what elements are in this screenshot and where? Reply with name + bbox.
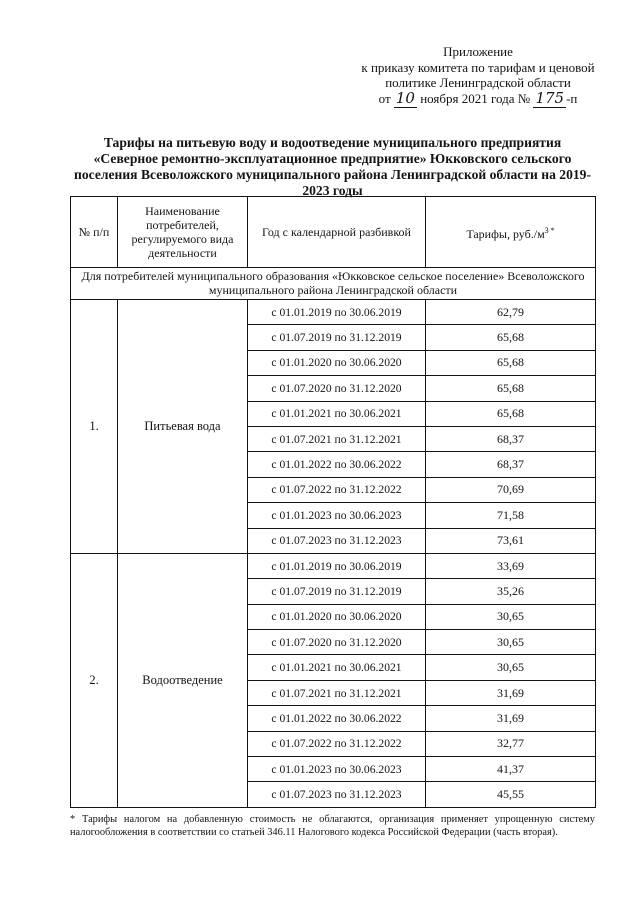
header-consumers: Наименование потребителей, регулируемого вида деятельности [118,197,248,268]
appendix-line-2: к приказу комитета по тарифам и ценовой [361,59,595,75]
period-cell: с 01.07.2020 по 31.12.2020 [248,376,426,401]
appendix-middle: ноября 2021 года № [420,90,531,106]
tariff-value-cell: 31,69 [426,706,596,731]
service-name: Питьевая вода [118,300,248,554]
tariff-value-cell: 65,68 [426,376,596,401]
tariff-value-cell: 73,61 [426,528,596,553]
period-cell: с 01.01.2019 по 30.06.2019 [248,300,426,325]
tariff-value-cell: 65,68 [426,325,596,350]
tariff-value-cell: 30,65 [426,604,596,629]
period-cell: с 01.07.2021 по 31.12.2021 [248,680,426,705]
tariff-value-cell: 41,37 [426,757,596,782]
tariff-value-cell: 65,68 [426,350,596,375]
tariff-value-cell: 62,79 [426,300,596,325]
table-row [71,300,596,325]
appendix-prefix: от [378,90,391,106]
tariff-value-cell: 33,69 [426,553,596,578]
period-cell: с 01.01.2021 по 30.06.2021 [248,655,426,680]
table-row [71,553,596,578]
appendix-line-3: политике Ленинградской области [385,75,571,90]
tariff-value-cell: 65,68 [426,401,596,426]
document-title: Тарифы на питьевую воду и водоотведение муниципального предприятия «Северное ремонтно-эксплуатационное предприятие» Юкковского сельского поселения Всеволожского муниципального района Ленинградской области на 2019-2023 годы [74,135,591,198]
tariff-value-cell: 68,37 [426,426,596,451]
footnote: * Тарифы налогом на добавленную стоимость не облагаются, организация применяет упрощенную систему налогообложения в соответствии со статьей 346.11 Налогового кодекса Российской Федерации (часть вторая). [70,814,595,838]
appendix-line-1: Приложение [443,44,513,59]
tariff-value-cell: 30,65 [426,630,596,655]
group-row [71,268,596,300]
period-cell: с 01.07.2020 по 31.12.2020 [248,630,426,655]
appendix-number-handwritten: 175 [535,88,565,107]
period-cell: с 01.07.2022 по 31.12.2022 [248,731,426,756]
header-num: № п/п [71,197,118,268]
period-cell: с 01.01.2023 по 30.06.2023 [248,757,426,782]
appendix-day-handwritten: 10 [395,88,415,107]
header-tariff-mark: * [548,225,555,235]
period-cell: с 01.01.2022 по 30.06.2022 [248,452,426,477]
tariff-value-cell: 35,26 [426,579,596,604]
period-cell: с 01.01.2020 по 30.06.2020 [248,604,426,629]
tariff-value-cell: 45,55 [426,782,596,807]
tariff-value-cell: 32,77 [426,731,596,756]
period-cell: с 01.01.2022 по 30.06.2022 [248,706,426,731]
period-cell: с 01.07.2019 по 31.12.2019 [248,579,426,604]
tariff-value-cell: 71,58 [426,503,596,528]
period-cell: с 01.01.2020 по 30.06.2020 [248,350,426,375]
period-cell: с 01.01.2021 по 30.06.2021 [248,401,426,426]
tariff-value-cell: 30,65 [426,655,596,680]
tariff-value-cell: 70,69 [426,477,596,502]
period-cell: с 01.07.2022 по 31.12.2022 [248,477,426,502]
service-name: Водоотведение [118,553,248,807]
tariff-value-cell: 68,37 [426,452,596,477]
tariff-value-cell: 31,69 [426,680,596,705]
group-label: Для потребителей муниципального образования «Юкковское сельское поселение» Всеволожского муниципального района Ленинградской области [71,268,596,300]
section-number: 1. [71,300,118,554]
header-tariff-label: Тарифы, руб./м [466,226,545,241]
table-header-row [71,197,596,268]
period-cell: с 01.07.2021 по 31.12.2021 [248,426,426,451]
section-number: 2. [71,553,118,807]
appendix-header [340,44,616,106]
tariffs-table [70,196,596,808]
header-tariff-sup: 3 [544,225,549,235]
period-cell: с 01.01.2019 по 30.06.2019 [248,553,426,578]
appendix-line-4 [340,88,616,107]
appendix-suffix: -п [566,90,578,106]
period-cell: с 01.07.2023 по 31.12.2023 [248,528,426,553]
period-cell: с 01.01.2023 по 30.06.2023 [248,503,426,528]
header-period: Год с календарной разбивкой [248,197,426,268]
period-cell: с 01.07.2019 по 31.12.2019 [248,325,426,350]
header-tariff [426,197,596,268]
period-cell: с 01.07.2023 по 31.12.2023 [248,782,426,807]
